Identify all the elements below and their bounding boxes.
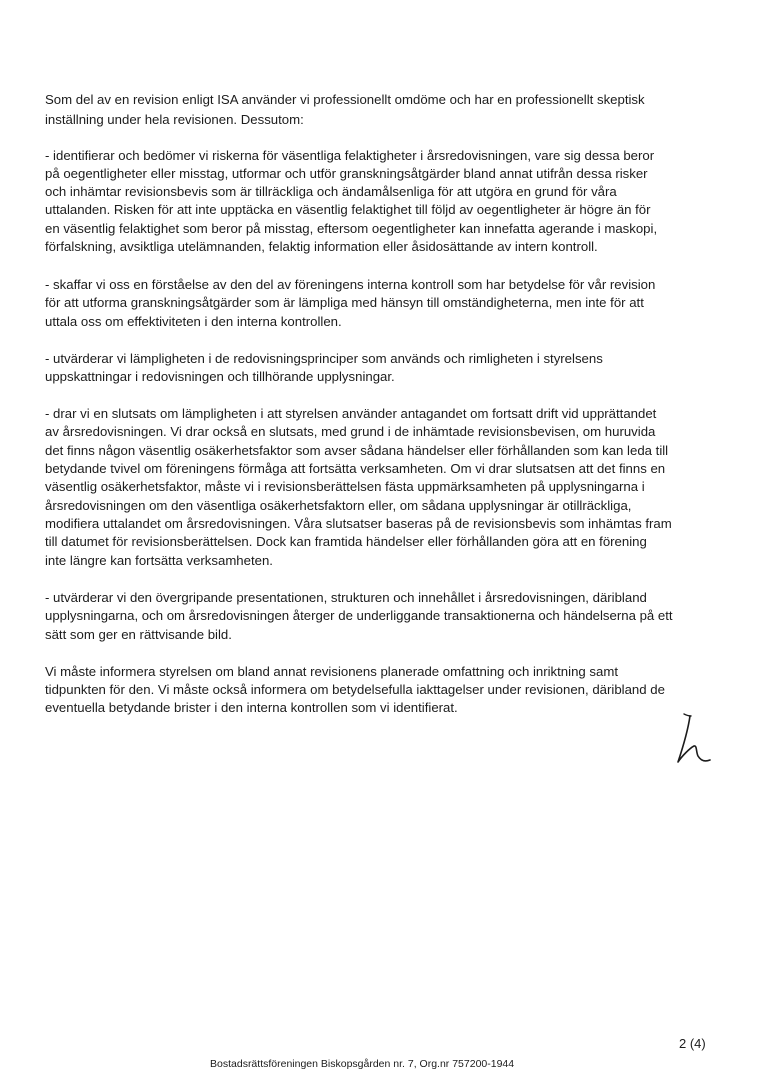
paragraph-line: - utvärderar vi lämpligheten i de redovisningsprinciper som används och rimligheten i styrelsens xyxy=(45,351,603,366)
paragraph-line: uttalanden. Risken för att inte upptäcka en väsentlig felaktighet till följd av oegentligheter är högre än för xyxy=(45,202,651,217)
paragraph-line: uppskattningar i redovisningen och tillhörande upplysningar. xyxy=(45,369,395,384)
paragraph-line: uttala oss om effektiviteten i den interna kontrollen. xyxy=(45,314,342,329)
paragraph-line: och inhämtar revisionsbevis som är tillräckliga och ändamålsenliga för att utgöra en grund för våra xyxy=(45,184,617,199)
paragraph-line: förfalskning, avsiktliga utelämnanden, felaktig information eller åsidosättande av intern kontroll. xyxy=(45,239,598,254)
paragraph-line: inställning under hela revisionen. Dessutom: xyxy=(45,112,304,127)
paragraph-line: för att utforma granskningsåtgärder som är lämpliga med hänsyn till omständigheterna, men inte för att xyxy=(45,295,644,310)
paragraph-line: på oegentligheter eller misstag, utformar och utför granskningsåtgärder bland annat utifrån dessa risker xyxy=(45,166,648,181)
paragraph-line: av årsredovisningen. Vi drar också en slutsats, med grund i de inhämtade revisionsbevisen, om huruvida xyxy=(45,424,656,439)
paragraph-line: upplysningarna, och om årsredovisningen återger de underliggande transaktionerna och händelserna på ett xyxy=(45,608,673,623)
paragraph-line: Som del av en revision enligt ISA använder vi professionellt omdöme och har en professionellt skeptisk xyxy=(45,92,645,107)
page-footer: Bostadsrättsföreningen Biskopsgården nr. 7, Org.nr 757200-1944 xyxy=(210,1058,515,1070)
signature-initials-icon xyxy=(672,712,722,772)
paragraph-line: - identifierar och bedömer vi riskerna för väsentliga felaktigheter i årsredovisningen, vare sig dessa beror xyxy=(45,148,655,163)
paragraph-line: Vi måste informera styrelsen om bland annat revisionens planerade omfattning och inriktning samt xyxy=(45,664,618,679)
paragraph-line: - drar vi en slutsats om lämpligheten i att styrelsen använder antagandet om fortsatt drift vid upprättandet xyxy=(45,406,657,421)
paragraph-line: - skaffar vi oss en förståelse av den del av föreningens interna kontroll som har betydelse för vår revision xyxy=(45,277,656,292)
paragraph-line: modifiera uttalandet om årsredovisningen. Våra slutsatser baseras på de revisionsbevis som inhämtas fram xyxy=(45,516,672,531)
paragraph-line: inte längre kan fortsätta verksamheten. xyxy=(45,553,273,568)
paragraph-line: det finns någon väsentlig osäkerhetsfaktor som avser sådana händelser eller förhållanden som kan leda till xyxy=(45,443,669,458)
paragraph-line: tidpunkten för den. Vi måste också informera om betydelsefulla iakttagelser under revisionen, däribland de xyxy=(45,682,665,697)
page-number: 2 (4) xyxy=(679,1036,706,1051)
paragraph-line: väsentlig osäkerhetsfaktor, måste vi i revisionsberättelsen fästa uppmärksamheten på upplysningarna i xyxy=(45,479,645,494)
paragraph-line: till datumet för revisionsberättelsen. Dock kan framtida händelser eller förhållanden göra att en förening xyxy=(45,534,647,549)
paragraph-line: sätt som ger en rättvisande bild. xyxy=(45,627,232,642)
paragraph-line: eventuella betydande brister i den interna kontrollen som vi identifierat. xyxy=(45,700,458,715)
paragraph-line: - utvärderar vi den övergripande presentationen, strukturen och innehållet i årsredovisningen, däribland xyxy=(45,590,647,605)
paragraph-line: årsredovisningen om den väsentliga osäkerhetsfaktorn eller, om sådana upplysningar är otillräckliga, xyxy=(45,498,632,513)
paragraph-line: betydande tvivel om föreningens förmåga att fortsätta verksamheten. Om vi drar slutsatsen att det finns en xyxy=(45,461,666,476)
paragraph-line: en väsentlig felaktighet som beror på misstag, eftersom oegentligheter kan innefatta agerande i maskopi, xyxy=(45,221,658,236)
